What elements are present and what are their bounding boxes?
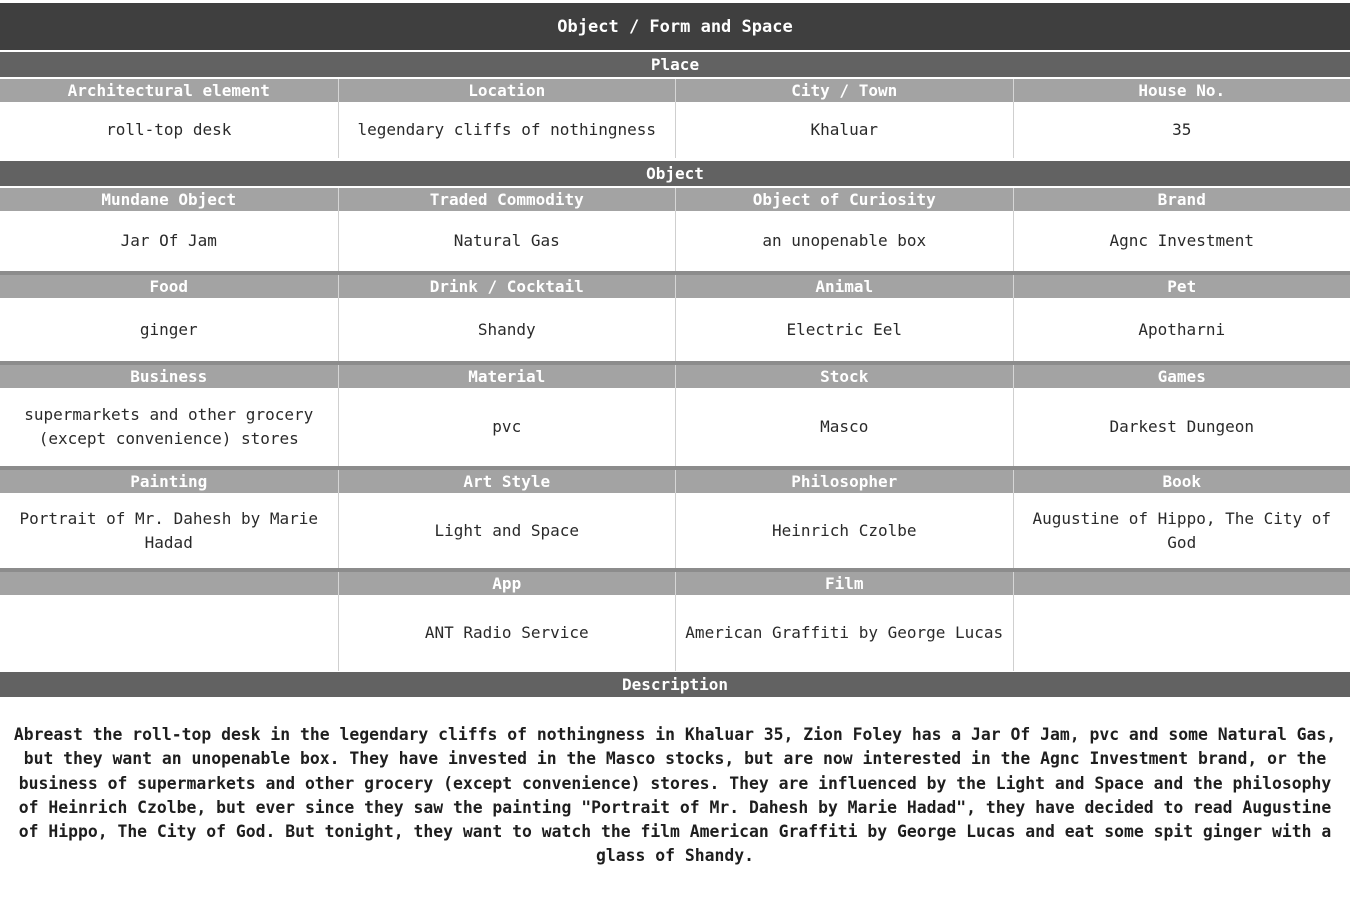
column-header <box>0 572 338 595</box>
column-header: Object of Curiosity <box>675 188 1013 211</box>
value-cell: Masco <box>675 388 1013 466</box>
column-header: Drink / Cocktail <box>338 275 676 298</box>
column-header: Location <box>338 79 676 102</box>
value-cell: Light and Space <box>338 493 676 568</box>
value-cell: Augustine of Hippo, The City of God <box>1013 493 1350 568</box>
value-cell: Khaluar <box>675 102 1013 158</box>
section-header-place: Place <box>0 52 1350 77</box>
column-header: Material <box>338 365 676 388</box>
column-header: Painting <box>0 470 338 493</box>
place-header-row <box>0 79 1350 102</box>
object-value-row <box>0 595 1350 671</box>
object-header-row <box>0 572 1350 595</box>
column-header: Film <box>675 572 1013 595</box>
column-header: House No. <box>1013 79 1350 102</box>
object-value-row <box>0 298 1350 361</box>
value-cell: 35 <box>1013 102 1350 158</box>
value-cell: Jar Of Jam <box>0 211 338 271</box>
column-header: Art Style <box>338 470 676 493</box>
section-header-object: Object <box>0 161 1350 186</box>
column-header: Food <box>0 275 338 298</box>
column-header: City / Town <box>675 79 1013 102</box>
value-cell: Apotharni <box>1013 298 1350 361</box>
column-header: Games <box>1013 365 1350 388</box>
column-header: Animal <box>675 275 1013 298</box>
column-header: Book <box>1013 470 1350 493</box>
value-cell: Heinrich Czolbe <box>675 493 1013 568</box>
object-header-row <box>0 470 1350 493</box>
column-header: Mundane Object <box>0 188 338 211</box>
column-header: App <box>338 572 676 595</box>
object-header-row <box>0 365 1350 388</box>
column-header: Stock <box>675 365 1013 388</box>
value-cell: pvc <box>338 388 676 466</box>
page-title: Object / Form and Space <box>0 3 1350 50</box>
column-header: Brand <box>1013 188 1350 211</box>
description-text: Abreast the roll-top desk in the legendary cliffs of nothingness in Khaluar 35, Zion Foley has a Jar Of Jam, pvc and some Natural Gas, but they want an unopenable box. They have invested in the Masco stocks, but are now interested in the Agnc Investment brand, or the business of supermarkets and other grocery (except convenience) stores. They are influenced by the Light and Space and the philosophy of Heinrich Czolbe, but ever since they saw the painting "Portrait of Mr. Dahesh by Marie Hadad", they have decided to read Augustine of Hippo, The City of God. But tonight, they want to watch the film American Graffiti by George Lucas and eat some spit ginger with a glass of Shandy. <box>13 725 1337 866</box>
object-header-row <box>0 188 1350 211</box>
value-cell: Portrait of Mr. Dahesh by Marie Hadad <box>0 493 338 568</box>
value-cell: Electric Eel <box>675 298 1013 361</box>
value-cell: supermarkets and other grocery (except convenience) stores <box>0 388 338 466</box>
value-cell: American Graffiti by George Lucas <box>675 595 1013 671</box>
value-cell <box>0 595 338 671</box>
place-value-row <box>0 102 1350 158</box>
value-cell: roll-top desk <box>0 102 338 158</box>
value-cell: Natural Gas <box>338 211 676 271</box>
section-header-description: Description <box>0 672 1350 697</box>
column-header: Philosopher <box>675 470 1013 493</box>
value-cell: Darkest Dungeon <box>1013 388 1350 466</box>
object-value-row <box>0 493 1350 568</box>
info-sheet <box>0 3 1350 900</box>
value-cell: ANT Radio Service <box>338 595 676 671</box>
value-cell <box>1013 595 1350 671</box>
column-header: Pet <box>1013 275 1350 298</box>
column-header <box>1013 572 1350 595</box>
column-header: Business <box>0 365 338 388</box>
value-cell: an unopenable box <box>675 211 1013 271</box>
column-header: Traded Commodity <box>338 188 676 211</box>
value-cell: Shandy <box>338 298 676 361</box>
value-cell: Agnc Investment <box>1013 211 1350 271</box>
object-header-row <box>0 275 1350 298</box>
column-header: Architectural element <box>0 79 338 102</box>
object-value-row <box>0 211 1350 271</box>
value-cell: legendary cliffs of nothingness <box>338 102 676 158</box>
object-value-row <box>0 388 1350 466</box>
value-cell: ginger <box>0 298 338 361</box>
